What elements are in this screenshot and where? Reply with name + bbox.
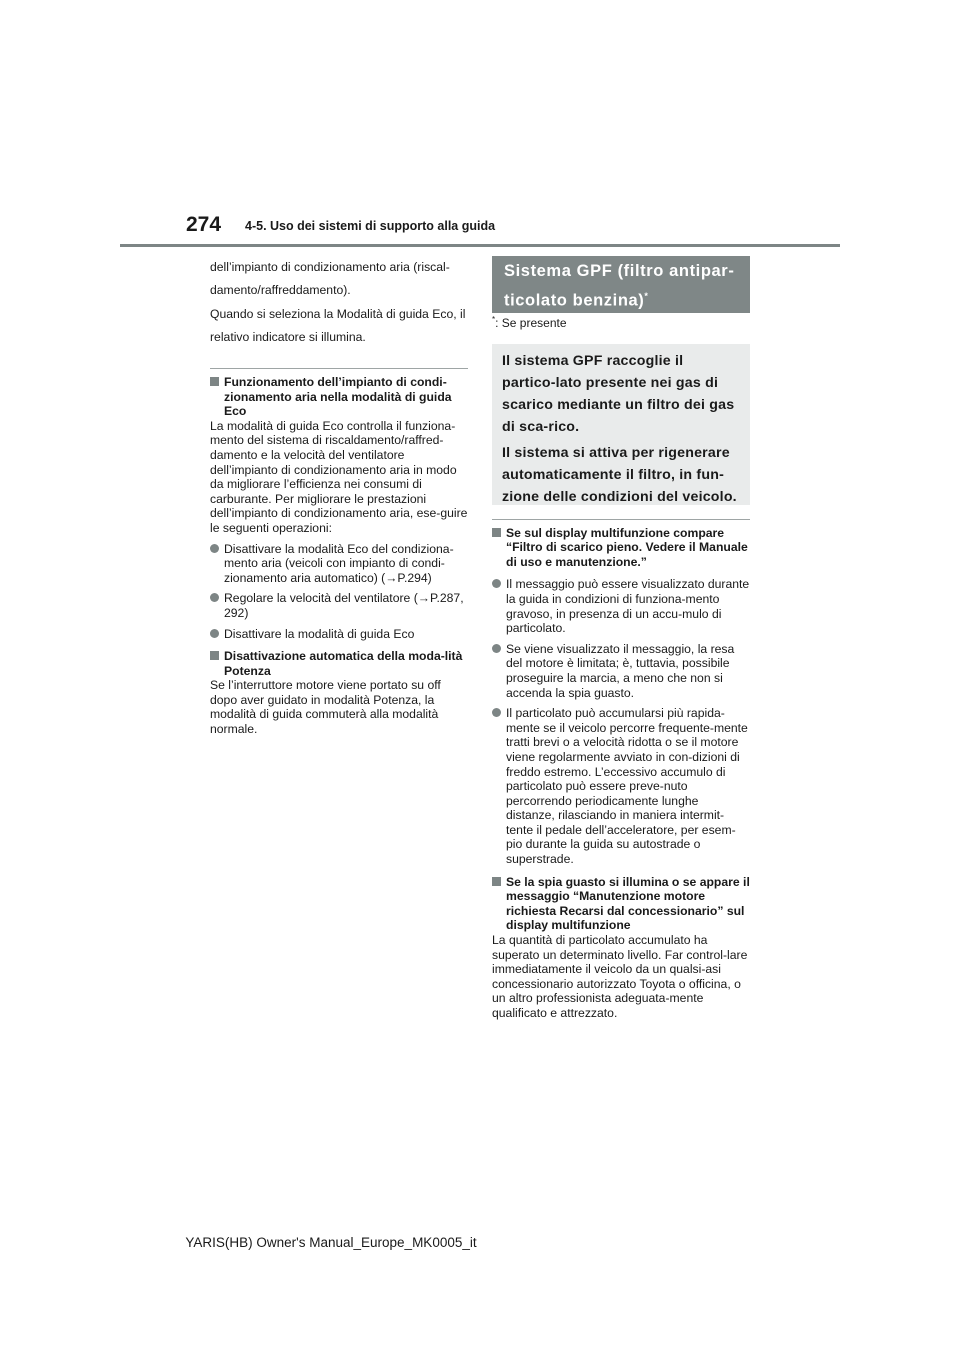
footnote (492, 313, 750, 331)
header-divider (120, 244, 840, 247)
circle-bullet-icon (210, 629, 219, 638)
bullet-text: Disattivare la modalità di guida Eco (224, 626, 415, 641)
left-column (210, 256, 468, 737)
bullet-item (210, 591, 468, 620)
bullet-text: Se viene visualizzato il messaggio, la resa del motore è limitata; è, tuttavia, possibile proseguire la marcia, a meno che non si accenda la spia guasto. (506, 641, 735, 700)
heading-text: Disattivazione automatica della moda-lità Potenza (224, 649, 463, 678)
circle-bullet-icon (492, 708, 501, 717)
body-paragraph: La quantità di particolato accumulato ha superato un determinato livello. Far control-lare immediatamente il veicolo da un qualsi-asi concessionario autorizzato Toyota o officina, o un altro professionista adeguata-mente qualificato e attrezzato. (492, 933, 748, 1020)
banner-asterisk: * (644, 291, 649, 301)
section-heading (210, 375, 468, 419)
right-column (492, 256, 750, 1021)
page-number: 274 (186, 213, 222, 236)
bullet-text: Disattivare la modalità Eco del condiziona-mento aria (veicoli con impianto di condi-zionamento aria automatico) (→P.294) (224, 541, 454, 585)
bullet-text: Il messaggio può essere visualizzato durante la guida in condizioni di funziona-mento gravoso, in presenza di un accu-mulo di particolato. (506, 577, 750, 636)
section-divider (492, 519, 750, 520)
circle-bullet-icon (210, 593, 219, 602)
summary-paragraph: Il sistema GPF raccoglie il partico-lato presente nei gas di scarico mediante un filtro dei gas di sca-rico. (502, 352, 735, 435)
bullet-item (492, 642, 750, 700)
heading-text: Se la spia guasto si illumina o se appare il messaggio “Manutenzione motore richiesta Recarsi dal concessionario” sul display multifunzione (506, 874, 750, 933)
bullet-item (210, 627, 468, 642)
section-heading (210, 649, 468, 678)
section-title: 4-5. Uso dei sistemi di supporto alla guida (245, 219, 496, 233)
body-paragraph: La modalità di guida Eco controlla il funziona-mento del sistema di riscaldamento/raffred-damento e la velocità del ventilatore dell’impianto di condizionamento aria in modo da migliorare l’efficienza nei consumi di carburante. Per migliorare le prestazioni dell’impianto di condizionamento aria, ese-guire le seguenti operazioni: (210, 418, 468, 535)
square-bullet-icon (210, 377, 219, 386)
circle-bullet-icon (492, 644, 501, 653)
circle-bullet-icon (210, 544, 219, 553)
intro-text (210, 256, 468, 348)
banner-title-line (504, 284, 738, 314)
square-bullet-icon (210, 651, 219, 660)
summary-box (492, 344, 750, 505)
square-bullet-icon (492, 877, 501, 886)
intro-paragraph: dell’impianto di condizionamento aria (riscal-damento/raffreddamento). (210, 260, 450, 297)
bullet-item (492, 577, 750, 635)
circle-bullet-icon (492, 579, 501, 588)
banner-title-line: Sistema GPF (filtro antipar- (504, 262, 735, 280)
section-heading (492, 526, 750, 570)
footnote-text: : Se presente (495, 316, 567, 330)
summary-paragraph: Il sistema si attiva per rigenerare automaticamente il filtro, in fun-zione delle condizioni del veicolo. (502, 444, 737, 505)
page-footer (0, 1235, 960, 1250)
footnote-mark: * (492, 315, 496, 324)
gpf-title-banner (492, 256, 750, 313)
bullet-item (492, 706, 750, 867)
bullet-item (210, 542, 468, 586)
bullet-text: Regolare la velocità del ventilatore (→P.287, 292) (224, 591, 464, 620)
heading-text: Se sul display multifunzione compare “Filtro di scarico pieno. Vedere il Manuale di uso e manutenzione.” (506, 525, 748, 569)
section-divider (210, 368, 468, 369)
heading-text: Funzionamento dell’impianto di condi-zionamento aria nella modalità di guida Eco (224, 375, 452, 419)
bullet-text: Il particolato può accumularsi più rapida-mente se il veicolo percorre frequente-mente tratti brevi o a velocità ridotta o se il motore viene regolarmente avviato in con-dizioni di freddo estremo. L’eccessivo accumulo di particolato può essere preve-nuto percorrendo periodicamente lunghe distanze, rilasciando in maniera intermit-tente il pedale dell’acceleratore, per esem-pio durante la guida su autostrade o superstrade. (506, 706, 748, 867)
banner-title-text: ticolato benzina) (504, 291, 645, 310)
square-bullet-icon (492, 528, 501, 537)
intro-paragraph: Quando si seleziona la Modalità di guida Eco, il relativo indicatore si illumina. (210, 307, 466, 344)
section-heading (492, 875, 750, 933)
body-paragraph: Se l’interruttore motore viene portato su off dopo aver guidato in modalità Potenza, la modalità di guida commuterà alla modalità normale. (210, 678, 441, 737)
footer-text: YARIS(HB) Owner's Manual_Europe_MK0005_it (185, 1235, 477, 1250)
